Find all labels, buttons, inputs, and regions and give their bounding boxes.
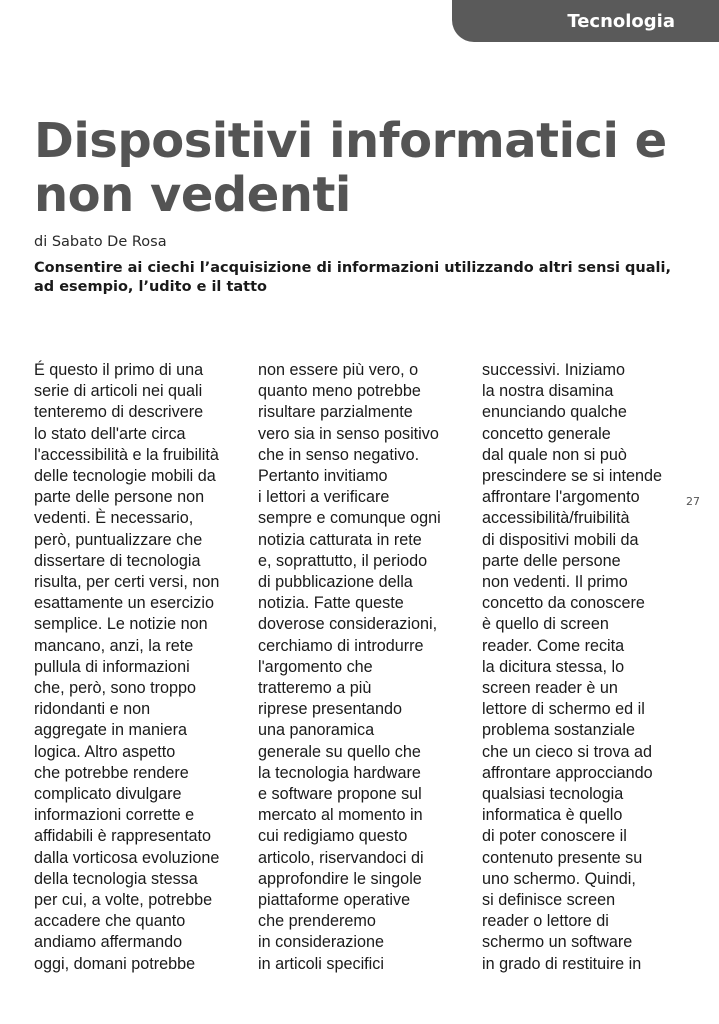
body-text-line: esattamente un esercizio [34, 594, 214, 613]
body-text-line: lo stato dell'arte circa [34, 424, 186, 443]
body-text-line: uno schermo. Quindi, [482, 869, 636, 888]
body-text-line: si definisce screen [482, 891, 616, 910]
body-text-line: parte delle persone non [34, 488, 205, 507]
body-text-line: che potrebbe rendere [34, 763, 189, 782]
body-text-line: mercato al momento in [258, 806, 423, 825]
body-text-line: prescindere se si intende [482, 467, 662, 486]
body-column-2 [258, 360, 458, 975]
body-text-line: notizia. Fatte queste [258, 594, 404, 613]
body-text-line: la nostra disamina [482, 382, 614, 401]
body-text-line: tenteremo di descrivere [34, 403, 204, 422]
body-column-3 [482, 360, 682, 975]
body-text-line: non vedenti. Il primo [482, 573, 628, 592]
page-number: 27 [686, 495, 700, 508]
body-text-line: aggregate in maniera [34, 721, 187, 740]
body-text-line: riprese presentando [258, 700, 402, 719]
body-text-line: per cui, a volte, potrebbe [34, 891, 213, 910]
body-text-line: l'accessibilità e la fruibilità [34, 445, 219, 464]
article-subtitle: Consentire ai ciechi l’acquisizione di informazioni utilizzando altri sensi quali, ad esempio, l’udito e il tatto [34, 260, 671, 295]
body-column-1 [34, 360, 234, 975]
body-text-line: contenuto presente su [482, 848, 643, 867]
body-text-line: screen reader è un [482, 679, 618, 698]
body-text-line: in articoli specifici [258, 954, 384, 973]
body-text-line: una panoramica [258, 721, 375, 740]
body-text-line: informatica è quello [482, 806, 623, 825]
body-text-line: affrontare l'argomento [482, 488, 640, 507]
body-text-line: risultare parzialmente [258, 403, 413, 422]
body-text-line: affrontare approcciando [482, 763, 653, 782]
body-text-line: non essere più vero, o [258, 361, 419, 379]
body-text-line: i lettori a verificare [258, 488, 390, 507]
body-text-line: É questo il primo di una [34, 361, 204, 379]
body-text-line: concetto da conoscere [482, 594, 645, 613]
body-text-line: generale su quello che [258, 742, 421, 761]
body-text-line: accadere che quanto [34, 912, 186, 931]
body-text-line: articolo, riservandoci di [258, 848, 424, 867]
body-text-line: della tecnologia stessa [34, 869, 198, 888]
body-text-line: parte delle persone [482, 551, 621, 570]
body-text-line: sempre e comunque ogni [258, 509, 441, 528]
body-text-line: cerchiamo di introdurre [258, 636, 424, 655]
body-text-line: complicato divulgare [34, 785, 182, 804]
body-text-line: successivi. Iniziamo [482, 361, 626, 379]
body-text-line: semplice. Le notizie non [34, 615, 208, 634]
body-text-line: ridondanti e non [34, 700, 151, 719]
body-text-line: che prenderemo [258, 912, 376, 931]
body-text-line: schermo un software [482, 933, 633, 952]
body-text-line: mancano, anzi, la rete [34, 636, 194, 655]
body-text-line: informazioni corrette e [34, 806, 195, 825]
body-text-line: dalla vorticosa evoluzione [34, 848, 220, 867]
body-text-line: la tecnologia hardware [258, 763, 421, 782]
body-text-line: la dicitura stessa, lo [482, 657, 625, 676]
body-text-line: in considerazione [258, 933, 384, 952]
body-text-line: piattaforme operative [258, 891, 411, 910]
body-text-line: però, puntualizzare che [34, 530, 203, 549]
section-tab-label: Tecnologia [567, 10, 675, 32]
body-text-line: affidabili è rappresentato [34, 827, 211, 846]
body-text-line: doverose considerazioni, [258, 615, 438, 634]
body-text-line: vedenti. È necessario, [34, 509, 194, 528]
body-text-line: approfondire le singole [258, 869, 422, 888]
body-text-line: reader o lettore di [482, 912, 609, 931]
body-text-line: serie di articoli nei quali [34, 382, 203, 401]
body-text-line: che, però, sono troppo [34, 679, 196, 698]
body-text-line: cui redigiamo questo [258, 827, 408, 846]
body-text-line: notizia catturata in rete [258, 530, 422, 549]
body-text-line: e software propone sul [258, 785, 422, 804]
article-author: di Sabato De Rosa [34, 234, 167, 250]
body-text-line: dal quale non si può [482, 445, 627, 464]
body-text-line: andiamo affermando [34, 933, 183, 952]
body-text-line: che un cieco si trova ad [482, 742, 653, 761]
body-text-line: logica. Altro aspetto [34, 742, 176, 761]
body-text-line: di poter conoscere il [482, 827, 627, 846]
body-text-line: di dispositivi mobili da [482, 530, 639, 549]
body-text-line: l'argomento che [258, 657, 373, 676]
body-text-line: oggi, domani potrebbe [34, 954, 196, 973]
body-text-line: qualsiasi tecnologia [482, 785, 624, 804]
body-text-line: di pubblicazione della [258, 573, 413, 592]
body-text-line: è quello di screen [482, 615, 609, 634]
body-text-line: reader. Come recita [482, 636, 625, 655]
body-text-line: Pertanto invitiamo [258, 467, 388, 486]
body-text-line: che in senso negativo. [258, 445, 420, 464]
body-text-line: lettore di schermo ed il [482, 700, 645, 719]
body-text-line: quanto meno potrebbe [258, 382, 421, 401]
body-text-line: dissertare di tecnologia [34, 551, 201, 570]
body-text-line: risulta, per certi versi, non [34, 573, 220, 592]
body-text-line: in grado di restituire in [482, 954, 642, 973]
body-text-line: concetto generale [482, 424, 611, 443]
body-text-line: delle tecnologie mobili da [34, 467, 216, 486]
section-tab [452, 0, 719, 42]
body-text-line: vero sia in senso positivo [258, 424, 439, 443]
body-text-line: enunciando qualche [482, 403, 627, 422]
article-title: Dispositivi informatici e non vedenti [34, 113, 667, 223]
body-text-line: tratteremo a più [258, 679, 372, 698]
body-text-line: problema sostanziale [482, 721, 635, 740]
body-text-line: accessibilità/fruibilità [482, 509, 630, 528]
body-text-line: e, soprattutto, il periodo [258, 551, 428, 570]
body-text-line: pullula di informazioni [34, 657, 190, 676]
